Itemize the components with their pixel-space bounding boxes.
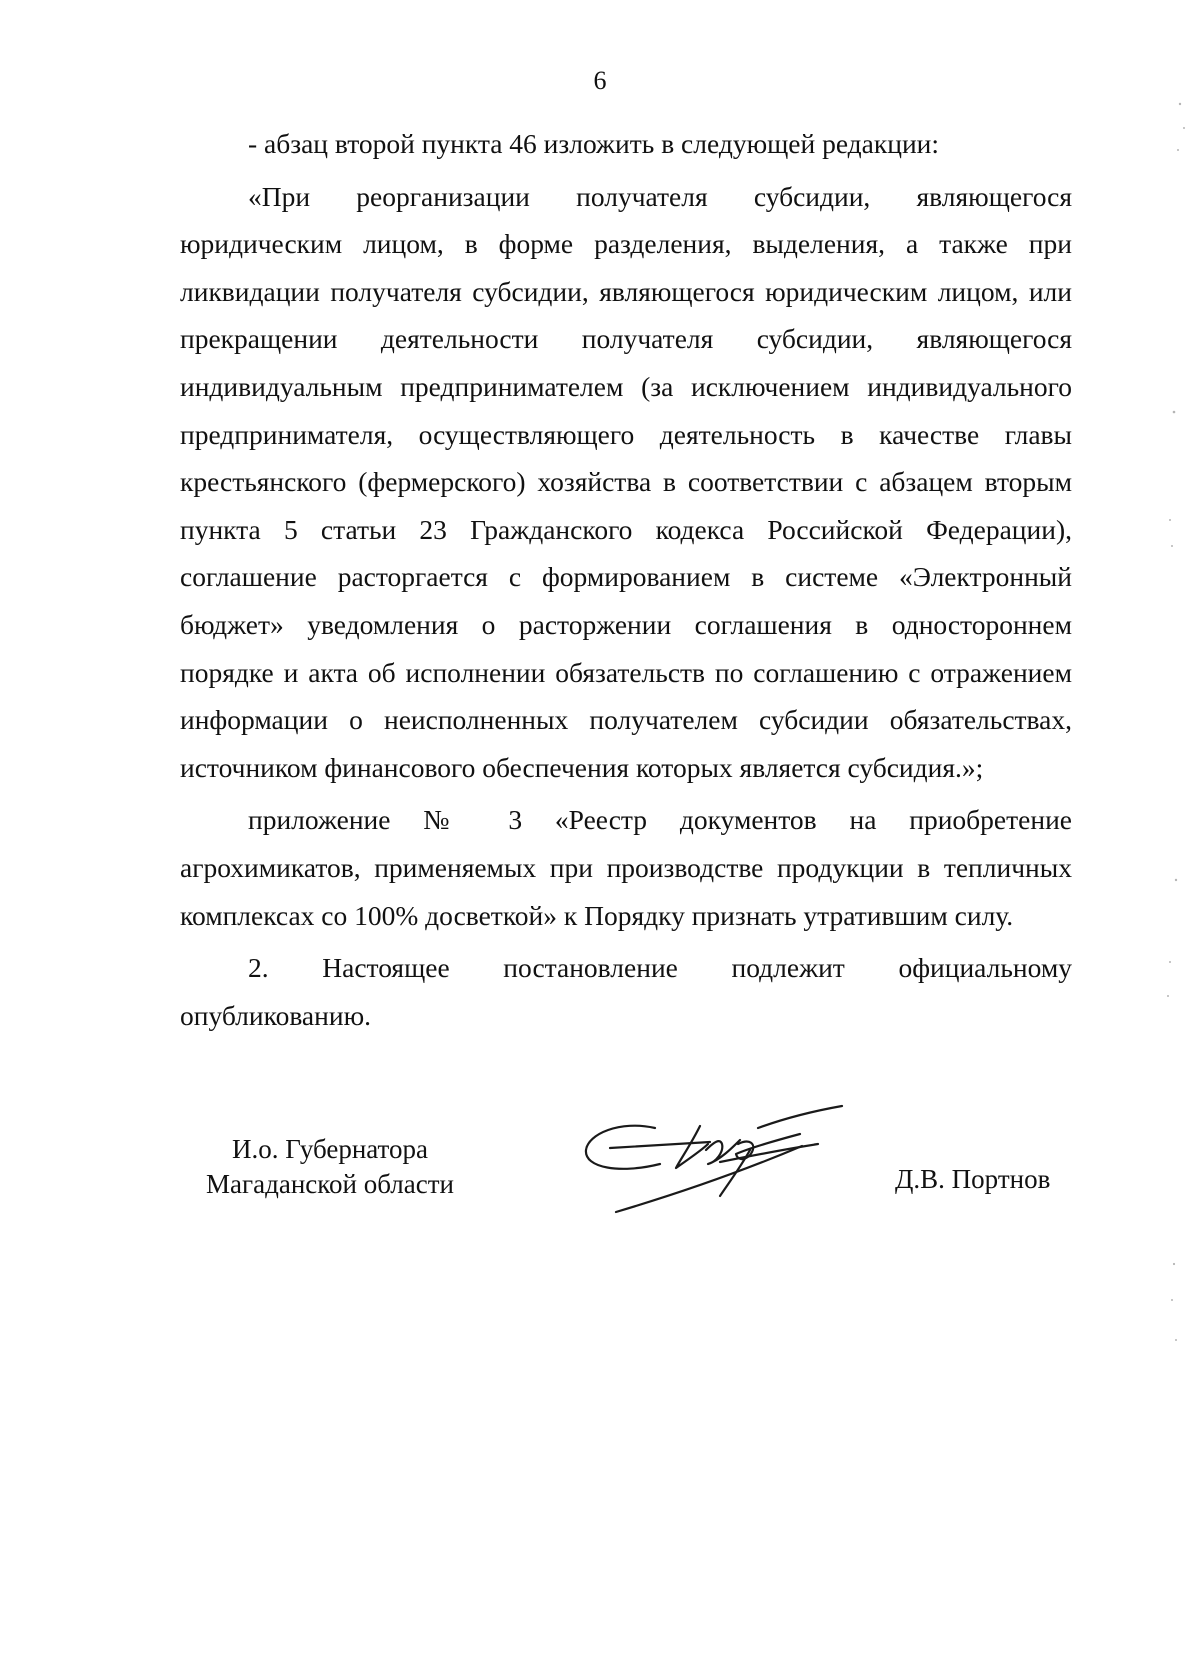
handwritten-signature-icon (580, 1098, 880, 1238)
annex-repeal-paragraph: приложение № 3 «Реестр документов на приобретение агрохимикатов, применяемых при производстве продукции в тепличных комплексах со 100% досветкой» к Порядку признать утратившим силу. (180, 804, 1072, 931)
signatory-title (180, 1132, 480, 1202)
amendment-intro-paragraph: - абзац второй пункта 46 изложить в следующей редакции: (248, 128, 940, 159)
signatory-title-line-2: Магаданской области (206, 1169, 454, 1199)
publication-paragraph: 2. Настоящее постановление подлежит официальному опубликованию. (180, 952, 1072, 1031)
page-number: 6 (593, 66, 607, 95)
document-body (180, 120, 1072, 1039)
amendment-text-paragraph: «При реорганизации получателя субсидии, являющегося юридическим лицом, в форме разделения, выделения, а также при ликвидации получателя субсидии, являющегося юридическим лицом, или прекращении деятельности получателя субсидии, являющегося индивидуальным предпринимателем (за исключением индивидуального предпринимателя, осуществляющего деятельность в качестве главы крестьянского (фермерского) хозяйства в соответствии с абзацем вторым пункта 5 статьи 23 Гражданского кодекса Российской Федерации), соглашение расторгается с формированием в системе «Электронный бюджет» уведомления о расторжении соглашения в одностороннем порядке и акта об исполнении обязательств по соглашению с отражением информации о неисполненных получателем субсидии обязательствах, источником финансового обеспечения которых является субсидия.»; (180, 180, 1072, 783)
scan-noise (1150, 0, 1200, 1656)
signatory-name: Д.В. Портнов (895, 1164, 1051, 1194)
signatory-title-line-1: И.о. Губернатора (231, 1134, 428, 1164)
